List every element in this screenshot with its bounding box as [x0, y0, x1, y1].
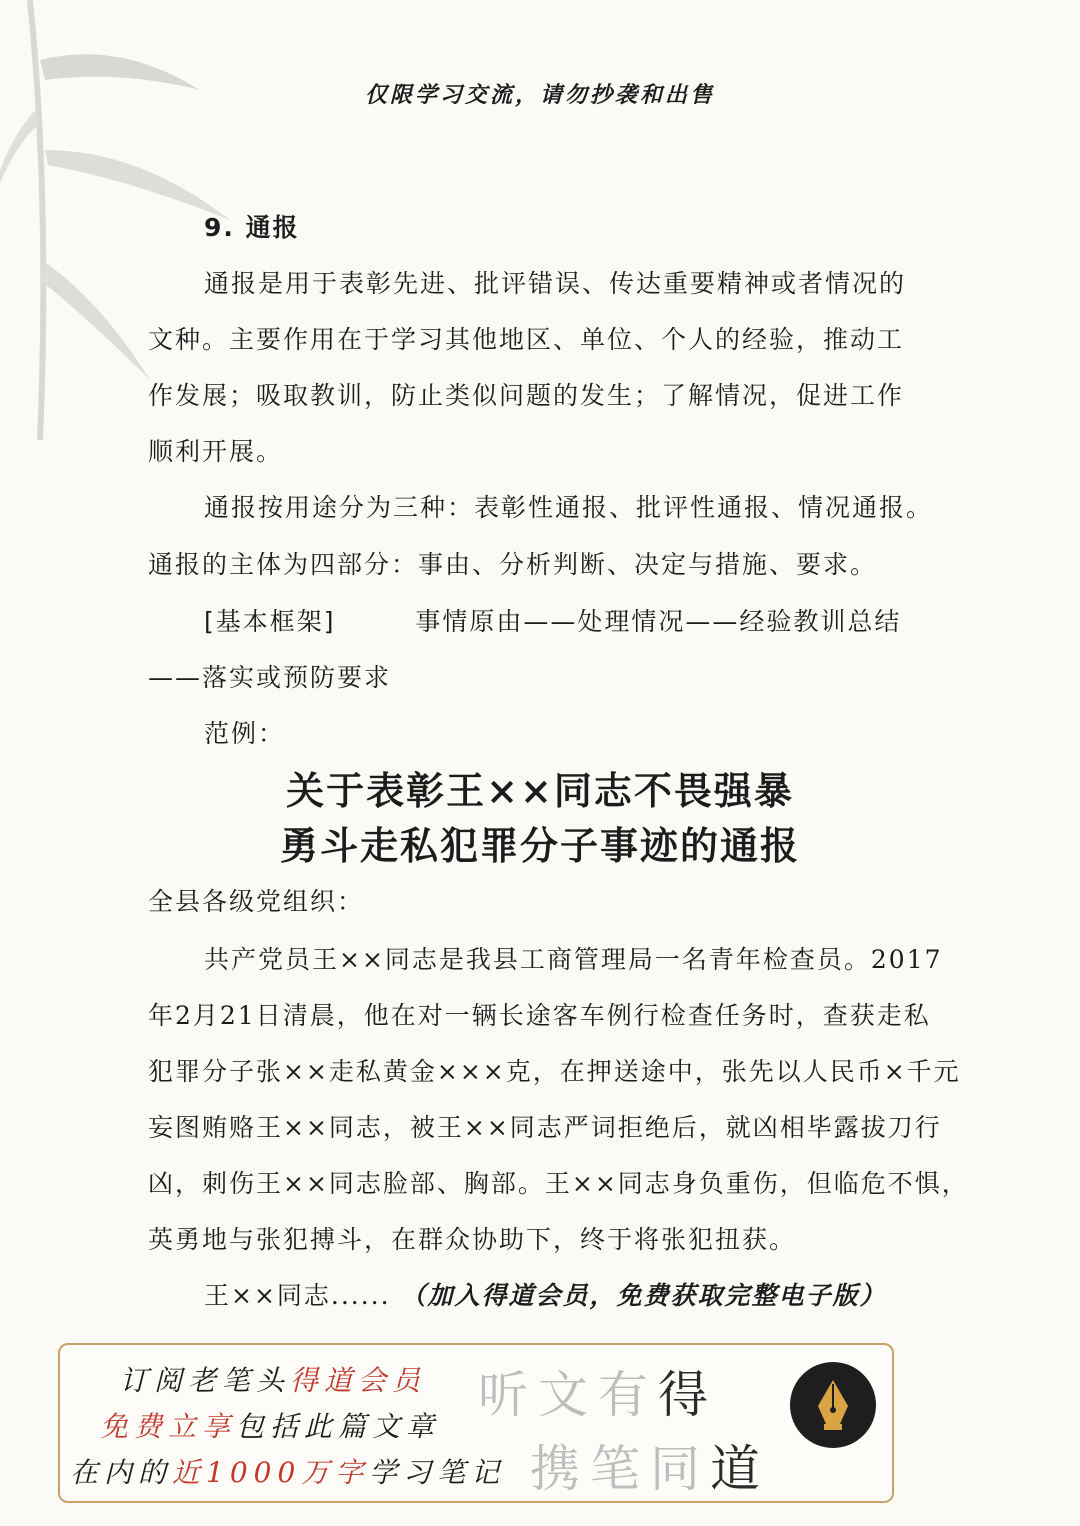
body-line: 英勇地与张犯搏斗，在群众协助下，终于将张犯扭获。 — [148, 1225, 797, 1254]
paragraph-line: 文种。主要作用在于学习其他地区、单位、个人的经验，推动工 — [148, 325, 905, 354]
paragraph-line: 作发展；吸取教训，防止类似问题的发生；了解情况，促进工作 — [148, 381, 905, 410]
banner-highlight: 免费立享 — [100, 1410, 237, 1443]
banner-text: 在内的 — [70, 1456, 173, 1489]
paragraph-line: 通报按用途分为三种：表彰性通报、批评性通报、情况通报。 — [204, 493, 934, 522]
framework-text: 事情原由——处理情况——经验教训总结 — [415, 607, 902, 636]
paragraph-line: 顺利开展。 — [148, 437, 284, 466]
slogan-emphasis: 道 — [710, 1440, 770, 1498]
body-line: 共产党员王××同志是我县工商管理局一名青年检查员。2017 — [204, 945, 943, 974]
body-line: 年2月21日清晨，他在对一辆长途客车例行检查任务时，查获走私 — [148, 1001, 931, 1030]
slogan-line-2 — [530, 1429, 770, 1501]
body-line: 犯罪分子张××走私黄金×××克，在押送途中，张先以人民币×千元 — [148, 1057, 961, 1086]
last-line — [148, 1276, 1004, 1312]
header-note: 仅限学习交流，请勿抄袭和出售 — [364, 82, 715, 108]
banner-text: 订阅老笔头 — [120, 1364, 291, 1397]
paragraph-line: 通报是用于表彰先进、批评错误、传达重要精神或者情况的 — [204, 269, 907, 298]
slogan-text: 听文有 — [478, 1366, 658, 1424]
framework-text-continued: ——落实或预防要求 — [148, 663, 392, 692]
last-line-start: 王××同志...... — [204, 1281, 391, 1310]
body-line: 妄图贿赂王××同志，被王××同志严词拒绝后，就凶相毕露拔刀行 — [148, 1113, 942, 1142]
banner-text: 包括此篇文章 — [236, 1410, 441, 1443]
pen-nib-logo-icon — [790, 1362, 876, 1448]
doc-title-line-2: 勇斗走私犯罪分子事迹的通报 — [279, 823, 800, 868]
membership-note: （加入得道会员，免费获取完整电子版） — [400, 1281, 887, 1310]
section-heading: 9. 通报 — [204, 213, 300, 242]
banner-highlight: 得道会员 — [290, 1364, 427, 1397]
framework-label: [基本框架] — [204, 607, 336, 636]
banner-text: 学习笔记 — [369, 1456, 506, 1489]
slogan-text: 携笔同 — [530, 1440, 710, 1498]
doc-title-line-1: 关于表彰王××同志不畏强暴 — [286, 768, 794, 813]
body-line: 凶，刺伤王××同志脸部、胸部。王××同志身负重伤，但临危不惧， — [148, 1169, 969, 1198]
banner-highlight: 近1000万字 — [172, 1456, 370, 1489]
paragraph-line: 通报的主体为四部分：事由、分析判断、决定与措施、要求。 — [148, 550, 878, 579]
banner-line-2 — [100, 1405, 440, 1445]
banner-line-3 — [70, 1451, 505, 1491]
banner-line-1 — [120, 1359, 426, 1399]
example-label: 范例： — [204, 719, 286, 748]
slogan-emphasis: 得 — [658, 1366, 718, 1424]
framework-line — [148, 602, 1004, 638]
salutation: 全县各级党组织： — [148, 887, 365, 916]
membership-banner[interactable] — [58, 1343, 894, 1503]
slogan-line-1 — [478, 1355, 718, 1427]
